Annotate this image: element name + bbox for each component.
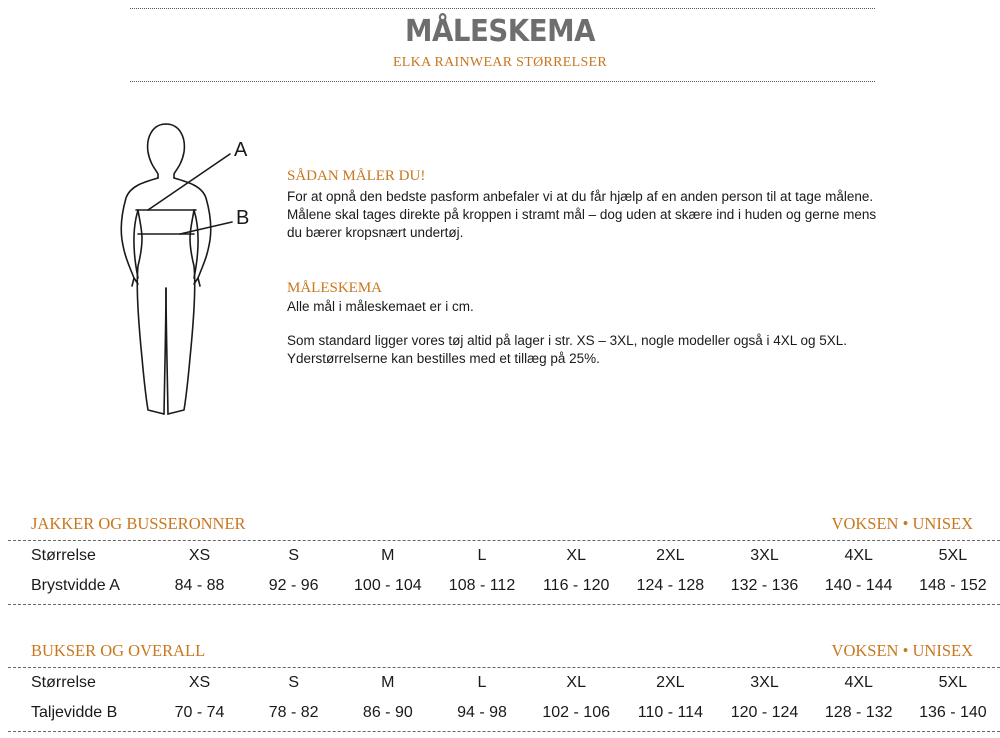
row-label: Taljevidde B <box>31 704 118 721</box>
chart-info-line: Som standard ligger vores tøj altid på lager i str. XS – 3XL, nogle modeller også i 4XL og 5XL. <box>287 333 848 348</box>
measure-cell: 102 - 106 <box>542 704 610 721</box>
row-label: Størrelse <box>31 674 96 691</box>
table-row <box>0 668 1000 698</box>
jackets-bottom-divider <box>8 604 1000 605</box>
size-cell: 2XL <box>656 547 685 564</box>
size-cell: M <box>381 547 395 564</box>
jackets-section-tag: VOKSEN • UNISEX <box>831 514 973 533</box>
measure-cell: 108 - 112 <box>448 577 516 594</box>
row-label: Størrelse <box>31 547 96 564</box>
size-cell: 4XL <box>844 547 873 564</box>
how-to-text <box>287 188 887 242</box>
trousers-bottom-divider <box>8 731 1000 732</box>
measure-cell: 84 - 88 <box>174 577 225 594</box>
table-row <box>0 571 1000 601</box>
how-to-line: du bærer kropsnært undertøj. <box>287 225 464 240</box>
how-to-line: For at opnå den bedste pasform anbefaler vi at du får hjælp af en anden person til at tage målene. <box>287 189 874 204</box>
page-title: MÅLESKEMA <box>404 14 596 49</box>
table-row <box>0 698 1000 728</box>
how-to-line: Målene skal tages direkte på kroppen i stramt mål – dog uden at skære ind i huden og gerne mens <box>287 207 877 222</box>
header-divider <box>130 81 875 82</box>
row-label: Brystvidde A <box>31 577 120 594</box>
chart-info-line: Yderstørrelserne kan bestilles med et tillæg på 25%. <box>287 351 600 366</box>
size-cell: S <box>288 674 299 691</box>
measure-chart-heading: MÅLESKEMA <box>287 280 383 296</box>
measure-cell: 100 - 104 <box>354 577 422 594</box>
size-cell: L <box>477 547 487 564</box>
jackets-size-table <box>0 541 1000 601</box>
measure-cell: 140 - 144 <box>824 577 893 594</box>
measure-cell: 70 - 74 <box>174 704 225 721</box>
measure-cell: 120 - 124 <box>730 704 799 721</box>
measure-cell: 78 - 82 <box>268 704 319 721</box>
measure-cell: 136 - 140 <box>919 704 987 721</box>
size-cell: XL <box>566 674 586 691</box>
size-cell: M <box>381 674 395 691</box>
size-cell: 2XL <box>656 674 685 691</box>
label-b: B <box>236 207 250 229</box>
trousers-section-tag: VOKSEN • UNISEX <box>831 641 973 660</box>
size-cell: 5XL <box>938 547 968 564</box>
measure-cell: 92 - 96 <box>268 577 319 594</box>
table-row <box>0 541 1000 571</box>
body-measurement-figure <box>108 118 268 423</box>
size-cell: 3XL <box>750 547 779 564</box>
jackets-section-title: JAKKER OG BUSSERONNER <box>31 514 246 533</box>
trousers-size-table <box>0 668 1000 728</box>
measure-cell: 86 - 90 <box>362 704 413 721</box>
size-cell: XL <box>566 547 586 564</box>
trousers-section-title: BUKSER OG OVERALL <box>31 641 206 660</box>
label-a: A <box>234 139 248 161</box>
top-divider <box>130 8 875 9</box>
size-cell: XS <box>188 547 211 564</box>
measure-cell: 148 - 152 <box>919 577 987 594</box>
size-cell: 5XL <box>938 674 968 691</box>
measure-cell: 128 - 132 <box>824 704 893 721</box>
measure-cell: 94 - 98 <box>457 704 507 721</box>
size-cell: XS <box>188 674 211 691</box>
measure-cell: 132 - 136 <box>730 577 799 594</box>
page-subtitle: ELKA RAINWEAR STØRRELSER <box>392 55 608 70</box>
size-cell: 3XL <box>750 674 779 691</box>
measure-cell: 116 - 120 <box>542 577 610 594</box>
measure-cell: 110 - 114 <box>637 704 703 721</box>
size-cell: S <box>288 547 299 564</box>
chart-info-line: Alle mål i måleskemaet er i cm. <box>287 299 474 314</box>
measure-chart-text <box>287 298 887 368</box>
how-to-heading: SÅDAN MÅLER DU! <box>287 168 426 184</box>
size-cell: L <box>477 674 487 691</box>
size-cell: 4XL <box>844 674 873 691</box>
measure-cell: 124 - 128 <box>636 577 705 594</box>
